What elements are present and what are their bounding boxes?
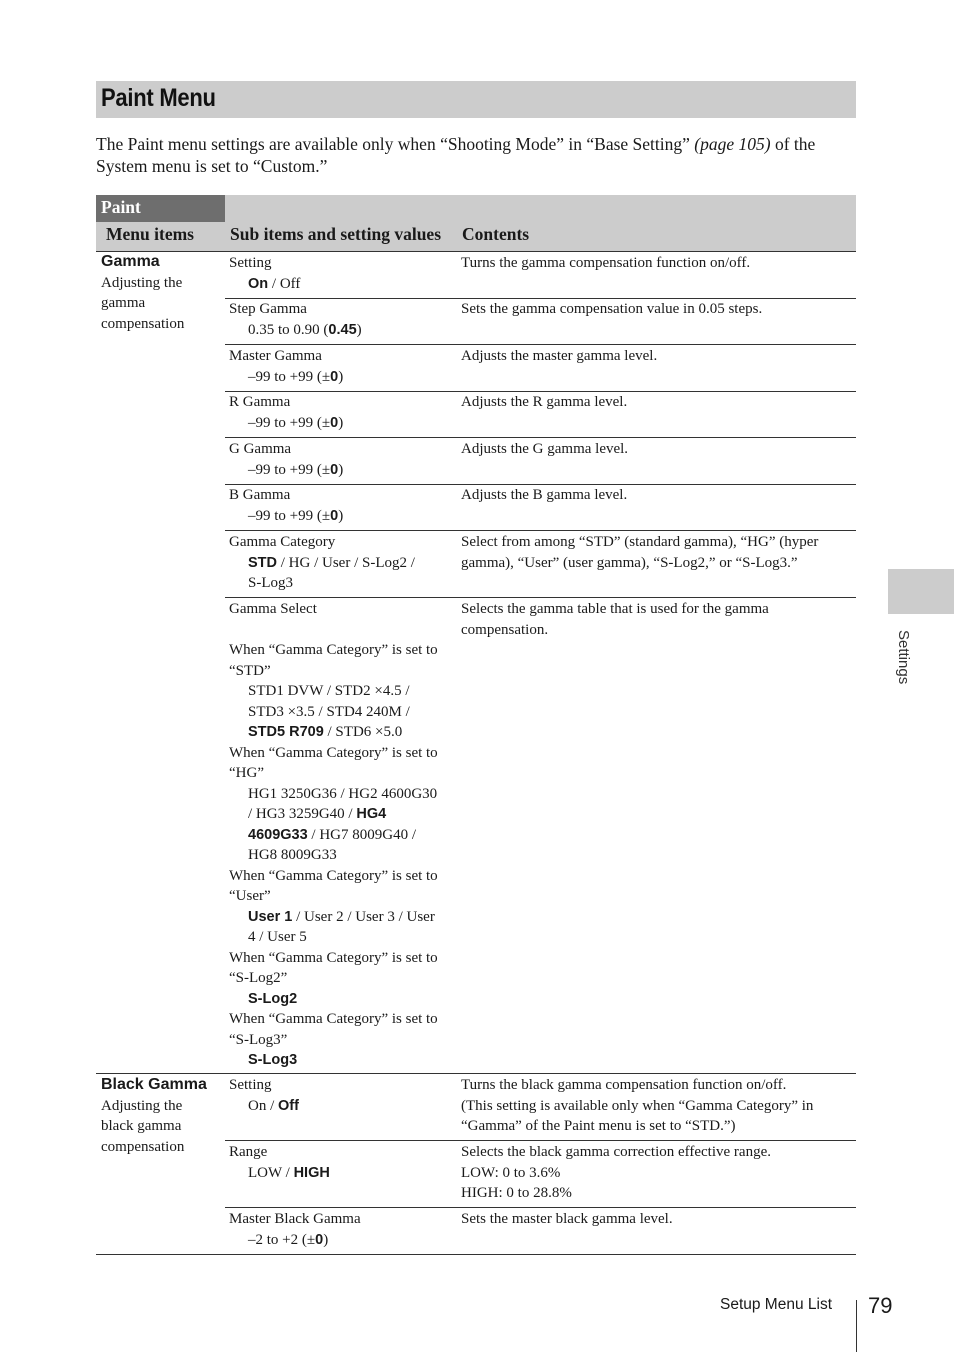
sub-item-label: Master Black Gamma [229,1211,361,1227]
default-value: 0 [330,461,339,478]
row-divider [225,597,856,598]
page-title: Paint Menu [101,84,216,112]
content-range: Selects the black gamma correction effective range. LOW: 0 to 3.6% HIGH: 0 to 28.8% [461,1144,771,1201]
header-sub-items: Sub items and setting values [230,224,442,244]
sub-item-black-setting [229,1075,457,1116]
condition-text: When “Gamma Category” is set to [229,642,438,658]
default-value: S-Log2 [248,990,298,1007]
sub-item-label: Step Gamma [229,301,307,317]
sub-item-range [229,1142,457,1183]
title-bar [96,81,856,118]
content-r-gamma: Adjusts the R gamma level. [461,394,628,410]
content-gamma-select: Selects the gamma table that is used for the gamma compensation. [461,601,769,638]
page-reference-link[interactable]: (page 105) [694,134,771,154]
sub-item-label: Gamma Category [229,534,336,550]
condition-text: When “Gamma Category” is set to [229,1011,438,1027]
sub-item-b-gamma [229,485,457,526]
setting-values: –99 to +99 (±0) [248,368,344,385]
sub-item-label: Master Gamma [229,348,322,364]
sub-item-step-gamma [229,299,457,340]
condition-text: “S-Log2” [229,970,288,986]
paint-tab-label: Paint [96,195,225,222]
menu-item-desc: compensation [101,315,185,332]
sub-item-gamma-category [229,532,457,594]
setting-values: –99 to +99 (±0) [248,414,344,431]
menu-item-desc: gamma [101,295,146,311]
default-value: STD [248,554,277,571]
default-value: HIGH [293,1164,330,1181]
condition-text: When “Gamma Category” is set to [229,867,438,884]
condition-text: “S-Log3” [229,1031,288,1048]
condition-text: “HG” [229,765,264,781]
default-value: 0 [330,414,339,431]
default-value: 0.45 [328,321,357,338]
sub-item-gamma-select: Gamma Select When “Gamma Category” is set to “STD” STD1 DVW / STD2 ×4.5 / STD3 ×3.5 / STD4 240M / STD5 R709 / STD6 ×5.0 When “Gamma Category” is set to “HG” HG1 3250G36 / HG2 4600G30 / HG3 3259G40 / HG4 4609G33 / HG7 8009G40 / HG8 8009G33 When “Gamma Category” is set to “User” User 1 / User 2 / User 3 / User 4 / User 5 When “Gamma Category” is set to “S-Log2” S-Log2 When “Gamma Category” is set to “S-Log3” S-Log3 [229,599,457,1071]
table-bottom-rule [96,1254,856,1255]
content-setting: Turns the gamma compensation function on/off. [461,255,751,271]
sub-item-label: Setting [229,1077,272,1093]
sub-item-label: Range [229,1144,268,1160]
footer-divider [856,1300,857,1352]
content-step-gamma: Sets the gamma compensation value in 0.05 steps. [461,301,763,317]
header-menu-items: Menu items [106,224,194,244]
row-divider [96,1073,856,1074]
sub-item-label: Setting [229,255,272,271]
menu-item-gamma [101,252,221,334]
default-value: Off [278,1097,299,1114]
default-value: HG4 [356,806,387,822]
sub-item-master-black-gamma [229,1209,457,1250]
content-g-gamma: Adjusts the G gamma level. [461,441,629,457]
sub-item-label: B Gamma [229,487,291,503]
row-divider [225,1207,856,1208]
default-value: On [248,275,269,292]
sub-item-g-gamma [229,439,457,480]
sub-item-setting [229,253,457,294]
setting-values: –2 to +2 (±0) [248,1231,329,1248]
condition-text: When “Gamma Category” is set to [229,744,438,761]
default-value: S-Log3 [248,1052,298,1068]
page-number: 79 [868,1293,893,1318]
default-value: 0 [330,507,339,524]
content-master-gamma: Adjusts the master gamma level. [461,348,658,364]
content-black-setting: Turns the black gamma compensation function on/off. (This setting is available only when “Gamma Category” in “Gamma” of the Paint menu is set to “STD.”) [461,1077,814,1134]
side-tab-label: Settings [895,630,912,685]
side-tab-marker [888,569,954,614]
sub-item-master-gamma [229,346,457,387]
sub-item-label: R Gamma [229,394,291,410]
default-value: 0 [315,1231,324,1248]
menu-item-title: Gamma [101,253,160,270]
condition-text: “User” [229,888,271,904]
menu-item-title: Black Gamma [101,1076,207,1093]
menu-item-desc: black gamma [101,1118,182,1134]
menu-item-desc: compensation [101,1138,185,1155]
sub-item-label: Gamma Select [229,601,317,617]
content-gamma-category: Select from among “STD” (standard gamma), “HG” (hyper gamma), “User” (user gamma), “S-Log2,” or “S-Log3.” [461,534,819,571]
setting-values: On / Off [248,1097,299,1114]
condition-text: “STD” [229,662,271,679]
table-header [96,195,856,251]
condition-text: When “Gamma Category” is set to [229,949,438,966]
row-divider [225,530,856,531]
row-divider [225,344,856,345]
default-value: STD5 R709 [248,724,324,740]
setting-values: STD / HG / User / S-Log2 / [248,554,415,571]
menu-item-desc: Adjusting the [101,1097,183,1114]
content-master-black-gamma: Sets the master black gamma level. [461,1211,673,1227]
row-divider [225,1140,856,1141]
setting-values: LOW / HIGH [248,1164,330,1181]
setting-values: On / Off [248,275,301,292]
menu-item-black-gamma [101,1075,223,1157]
sub-item-r-gamma [229,392,457,433]
intro-paragraph: The Paint menu settings are available only when “Shooting Mode” in “Base Setting” (page 105) of the System menu is set to “Custom.” [96,134,816,176]
setting-values: –99 to +99 (±0) [248,461,344,478]
row-divider [225,437,856,438]
content-b-gamma: Adjusts the B gamma level. [461,487,628,503]
default-value: 0 [330,368,339,385]
setting-values: 0.35 to 0.90 (0.45) [248,321,362,338]
footer-section-title: Setup Menu List [720,1296,833,1313]
menu-item-desc: Adjusting the [101,274,183,291]
setting-values: –99 to +99 (±0) [248,507,344,524]
default-value: User 1 [248,908,293,925]
sub-item-label: G Gamma [229,441,292,457]
setting-values: S-Log3 [248,575,293,591]
header-contents: Contents [462,224,530,244]
default-value: 4609G33 [248,826,308,843]
